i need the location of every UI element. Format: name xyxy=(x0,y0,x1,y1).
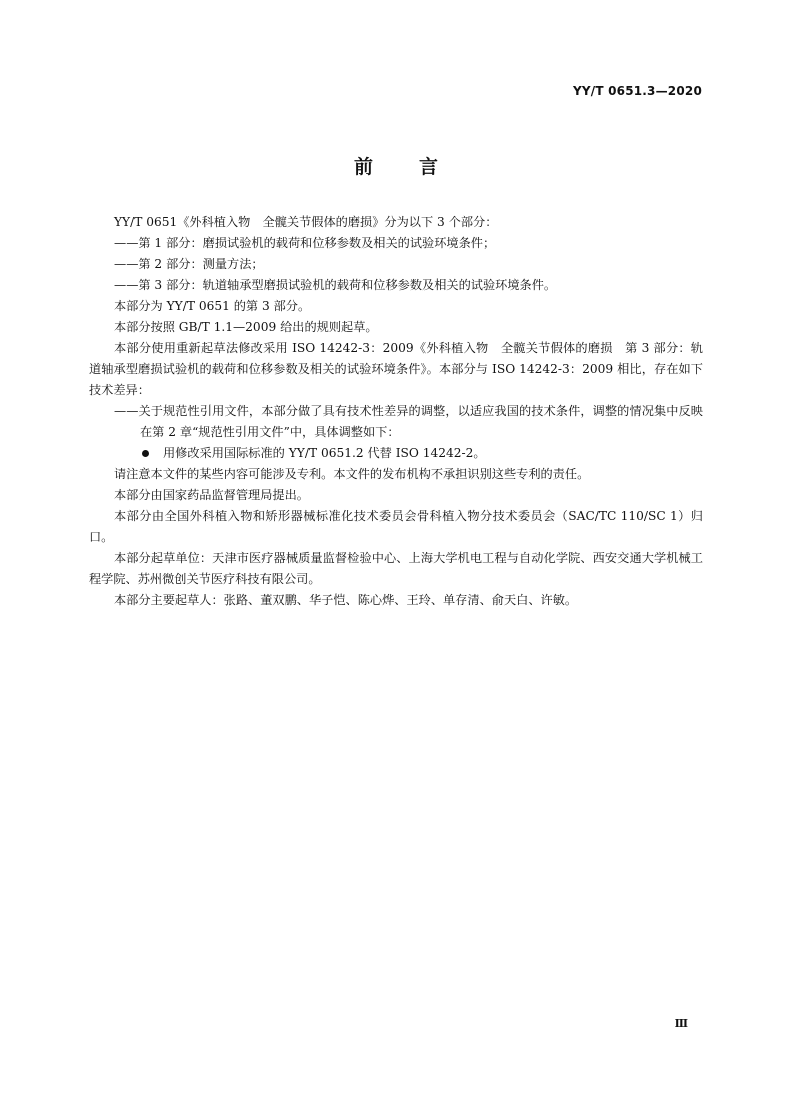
list-item-part-2: ——第 2 部分：测量方法； xyxy=(114,257,264,271)
foreword-body xyxy=(89,212,703,611)
list-item-part-3: ——第 3 部分：轨道轴承型磨损试验机的载荷和位移参数及相关的试验环境条件。 xyxy=(114,278,557,292)
paragraph-drafting-rules: 本部分按照 GB/T 1.1—2009 给出的规则起草。 xyxy=(114,320,378,334)
paragraph-iso-adoption: 本部分使用重新起草法修改采用 ISO 14242-3：2009《外科植入物 全髋关节假体的磨损 第 3 部分：轨道轴承型磨损试验机的载荷和位移参数及相关的试验环境条件》。本部分与 ISO 14242-3：2009 相比，存在如下技术差异： xyxy=(89,341,703,397)
paragraph-part-statement: 本部分为 YY/T 0651 的第 3 部分。 xyxy=(114,299,311,313)
paragraph-administered-by: 本部分由全国外科植入物和矫形器械标准化技术委员会骨科植入物分技术委员会（SAC/TC 110/SC 1）归口。 xyxy=(89,509,703,544)
page-number: Ⅲ xyxy=(674,1017,688,1030)
paragraph-proposed-by: 本部分由国家药品监督管理局提出。 xyxy=(114,488,309,502)
paragraph-patent-notice: 请注意本文件的某些内容可能涉及专利。本文件的发布机构不承担识别这些专利的责任。 xyxy=(114,467,590,481)
list-item-technical-difference: ——关于规范性引用文件，本部分做了具有技术性差异的调整，以适应我国的技术条件，调整的情况集中反映在第 2 章“规范性引用文件”中，具体调整如下： xyxy=(114,404,703,439)
list-item-part-1: ——第 1 部分：磨损试验机的载荷和位移参数及相关的试验环境条件； xyxy=(114,236,496,250)
standard-number: YY/T 0651.3—2020 xyxy=(572,84,702,98)
bullet-text: 用修改采用国际标准的 YY/T 0651.2 代替 ISO 14242-2。 xyxy=(163,446,486,460)
paragraph-drafters: 本部分主要起草人：张路、董双鹏、华子恺、陈心烨、王玲、单存清、俞天白、许敏。 xyxy=(114,593,578,607)
paragraph-parts-intro: YY/T 0651《外科植入物 全髋关节假体的磨损》分为以下 3 个部分： xyxy=(114,215,498,229)
page-title: 前言 xyxy=(353,156,484,178)
bullet-item xyxy=(89,443,703,464)
paragraph-drafting-units: 本部分起草单位：天津市医疗器械质量监督检验中心、上海大学机电工程与自动化学院、西安交通大学机械工程学院、苏州微创关节医疗科技有限公司。 xyxy=(89,551,703,586)
bullet-icon xyxy=(142,450,149,457)
